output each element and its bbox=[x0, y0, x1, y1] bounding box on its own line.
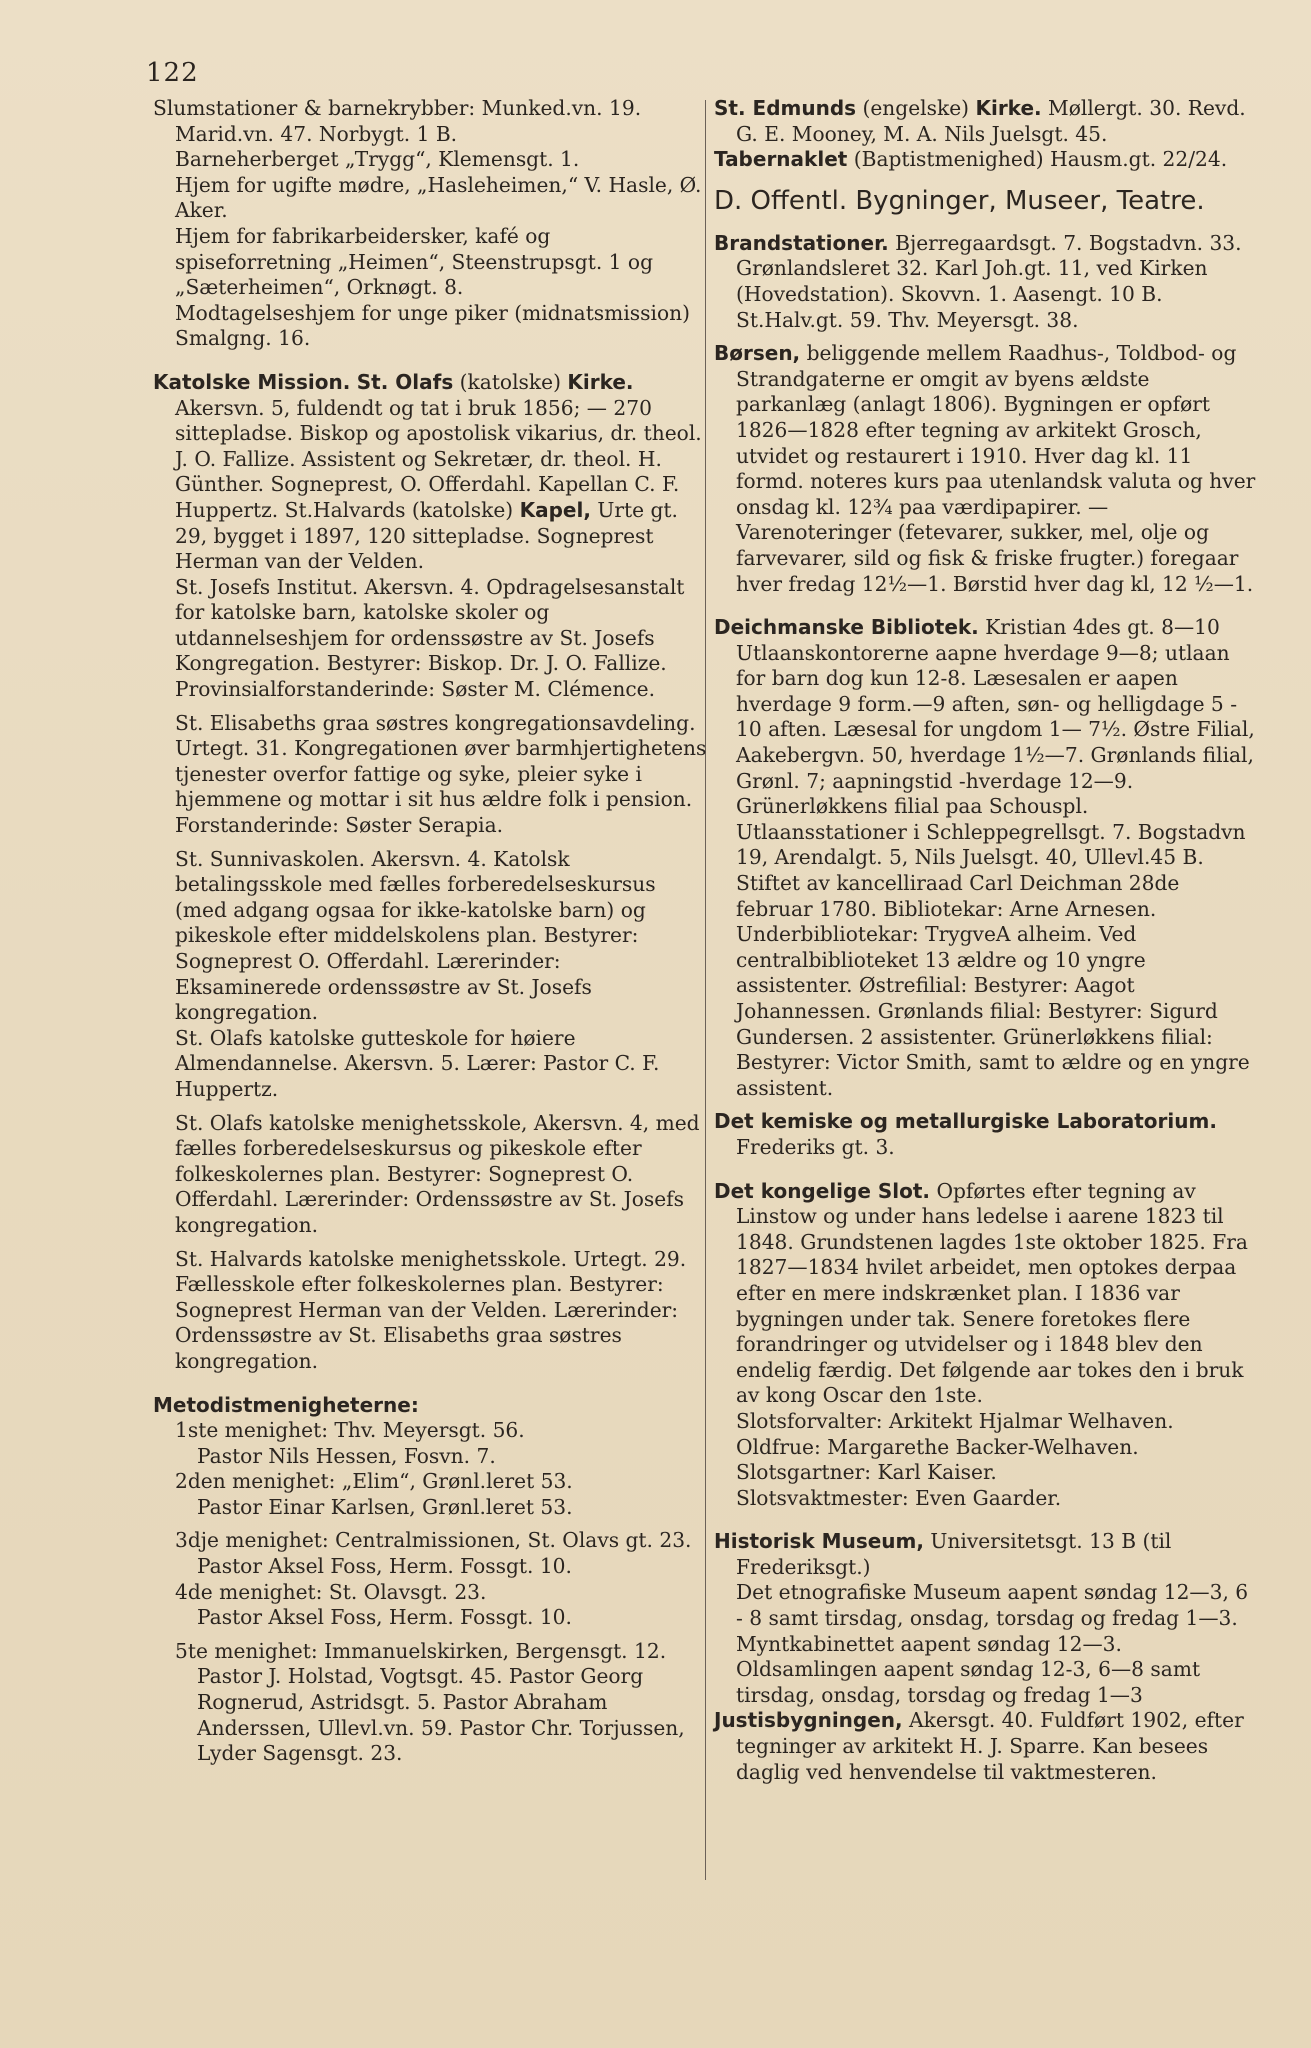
brand-entry bbox=[714, 231, 1260, 333]
katolske-mission-entry bbox=[153, 370, 713, 575]
sunnivaskolen: St. Sunnivaskolen. Akersvn. 4. Katolsk betalingsskole med fælles forberedelseskursus (med adgang ogsaa for ikke-katolske barn) og pikeskole efter middelskolens plan. Bestyrer: Sogneprest O. Offerdahl. Lærerinder: Eksaminerede ordenssøstre av St. Josefs kongregation. bbox=[175, 846, 656, 1025]
hasleheimen-entry: Hjem for ugifte mødre, „Hasleheimen,“ V. Hasle, Ø. Aker. bbox=[175, 172, 702, 223]
kemiske-entry bbox=[714, 1109, 1260, 1160]
katolske-mission-heading: Katolske Mission. bbox=[153, 369, 351, 394]
justis-heading: Justisbygningen, bbox=[714, 1708, 903, 1733]
menighet-5: 5te menighet: Immanuelskirken, Bergensgt. 12. bbox=[175, 1638, 667, 1663]
borsen-entry bbox=[714, 341, 1260, 597]
edmunds-kirke: Kirke. bbox=[975, 96, 1042, 120]
katolske-text: Akersvn. 5, fuldendt og tat i bruk 1856; — 270 sittepladse. Biskop og apostolisk vikarius, dr. theol. J. O. Fallize. Assistent og Sekretær, dr. theol. H. Günther. Sogneprest, O. Offerdahl. Kapellan C. F. Huppertz. St.Halvards (katolske) bbox=[175, 395, 702, 522]
menighet-1: 1ste menighet: Thv. Meyersgt. 56. bbox=[175, 1418, 525, 1443]
kemiske-heading: Det kemiske og metallurgiske Laboratorium. bbox=[714, 1109, 1217, 1134]
slotsvaktmester: Slotsvaktmester: Even Gaarder. bbox=[736, 1485, 1062, 1510]
metodist-heading-row bbox=[153, 1393, 713, 1419]
menighet-3: 3dje menighet: Centralmissionen, St. Olavs gt. 23. bbox=[175, 1528, 692, 1553]
deich-text: Kristian 4des gt. 8—10 Utlaanskontorerne aapne hverdage 9—8; utlaan for barn dog kun 12-8. Læsesalen er aapen hverdage 9 form.—9 aften, søn- og helligdage 5 - 10 aften. Læsesal for ungdom 1— 7½. Østre Filial, Aakebergvn. 50, hverdage 1½—7. Grønlands filial, Grønl. 7; aapningstid -hverdage 12—9. Grünerløkkens filial paa Schouspl. Utlaansstationer i Schleppegrellsgt. 7. Bogstadvn 19, Arendalgt. 5, Nils Juelsgt. 40, Ullevl.45 B. Stiftet av kancelliraad Carl Deichman 28de februar 1780. Bibliotekar: Arne Arnesen. Underbibliotekar: TrygveA alheim. Ved centralbiblioteket 13 ældre og 10 yngre assistenter. Østrefilial: Bestyrer: Aagot Johannessen. Grønlands filial: Bestyrer: Sigurd Gundersen. 2 assistenter. Grünerløkkens filial: Bestyrer: Victor Smith, samt to ældre og en yngre assistent. bbox=[736, 615, 1255, 1100]
josefs-institut: St. Josefs Institut. Akersvn. 4. Opdragelsesanstalt for katolske barn, katolske skoler og utdannelseshjem for ordenssøstre av St. Josefs Kongregation. Bestyrer: Biskop. Dr. J. O. Fallize. Provinsialforstanderinde: Søster M. Clémence. bbox=[175, 574, 685, 702]
deich-heading: Deichmanske Bibliotek. bbox=[714, 615, 979, 640]
tabernaklet-entry bbox=[714, 147, 1260, 173]
myntkabinettet: Myntkabinettet aapent søndag 12—3. bbox=[736, 1631, 1122, 1656]
kapel-heading: Kapel, bbox=[519, 497, 591, 522]
hist-entry bbox=[714, 1529, 1260, 1580]
halvards-menighetsskole: St. Halvards katolske menighetsskole. Urtegt. 29. Fællesskole efter folkeskolernes plan. Bestyrer: Sogneprest Herman van der Velden. Lærerinder: Ordenssøstre av St. Elisabeths graa søstres kongregation. bbox=[175, 1246, 687, 1373]
pastor-5: Pastor J. Holstad, Vogtsgt. 45. Pastor Georg Rognerud, Astridsgt. 5. Pastor Abraham Anderssen, Ullevl.vn. 59. Pastor Chr. Torjussen, Lyder Sagensgt. 23. bbox=[197, 1664, 685, 1766]
edmunds-entry bbox=[714, 96, 1260, 147]
menighet-4: 4de menighet: St. Olavsgt. 23. bbox=[175, 1579, 487, 1604]
borsen-heading: Børsen, bbox=[714, 341, 801, 366]
brand-heading: Brandstationer. bbox=[714, 230, 889, 255]
section-d-heading: D. Offentl. Bygninger, Museer, Teatre. bbox=[714, 185, 1205, 216]
brand-text: Bjerregaardsgt. 7. Bogstadvn. 33. Grønlandsleret 32. Karl Joh.gt. 11, ved Kirken (Hovedstation). Skovvn. 1. Aasengt. 10 B. St.Halv.gt. 59. Thv. Meyersgt. 38. bbox=[736, 230, 1242, 332]
kemiske-text: Frederiks gt. 3. bbox=[736, 1134, 895, 1159]
deich-entry bbox=[714, 615, 1260, 1101]
etnografiske: Det etnografiske Museum aapent søndag 12—3, 6 - 8 samt tirsdag, onsdag, torsdag og fredag 1—3. bbox=[736, 1580, 1249, 1631]
kapel-text: Urte gt. 29, bygget i 1897, 120 sittepladse. Sogneprest Herman van der Velden. bbox=[175, 497, 678, 574]
justis-text: Akersgt. 40. Fuldført 1902, efter tegninger av arkitekt H. J. Sparre. Kan besees daglig ved henvendelse til vaktmesteren. bbox=[736, 1708, 1244, 1784]
slot-heading: Det kongelige Slot. bbox=[714, 1178, 931, 1203]
edmunds-text: Møllergt. 30. Revd. G. E. Mooney, M. A. Nils Juelsgt. 45. bbox=[736, 96, 1246, 146]
pastor-2: Pastor Einar Karlsen, Grønl.leret 53. bbox=[197, 1494, 573, 1519]
katolske-paren: (katolske) bbox=[459, 369, 561, 394]
slot-text: Opførtes efter tegning av Linstow og under hans ledelse i aarene 1823 til 1848. Grundstenen lagdes 1ste oktober 1825. Fra 1827—1834 hvilet arbeidet, men optokes derpaa efter en mere indskrænket plan. I 1836 var bygningen under tak. Senere foretokes flere forandringer og utvidelser og i 1848 blev den endelig færdig. Det følgende aar tokes den i bruk av kong Oscar den 1ste. bbox=[736, 1178, 1248, 1408]
heimen-entry: Hjem for fabrikarbeidersker, kafé og spiseforretning „Heimen“, Steenstrupsgt. 1 og „Sæterheimen“, Orknøgt. 8. bbox=[175, 223, 653, 300]
olafs-menighetsskole: St. Olafs katolske menighetsskole, Akersvn. 4, med fælles forberedelseskursus og pikeskole efter folkeskolernes plan. Bestyrer: Sogneprest O. Offerdahl. Lærerinder: Ordenssøstre av St. Josefs kongregation. bbox=[175, 1110, 700, 1237]
kirke-heading: Kirke. bbox=[567, 369, 634, 394]
pastor-3: Pastor Aksel Foss, Herm. Fossgt. 10. bbox=[197, 1554, 572, 1579]
elisabeths-avdeling: St. Elisabeths graa søstres kongregationsavdeling. Urtegt. 31. Kongregationen øver barmhjertighetens tjenester overfor fattige og syke, pleier syke i hjemmene og mottar i sit hus ældre folk i pension. Forstanderinde: Søster Serapia. bbox=[175, 710, 707, 838]
modtagelseshjem-entry: Modtagelseshjem for unge piker (midnatsmission) Smalgng. 16. bbox=[175, 300, 690, 351]
olafs-gutteskole: St. Olafs katolske gutteskole for høiere Almendannelse. Akersvn. 5. Lærer: Pastor C. F. Huppertz. bbox=[175, 1025, 660, 1101]
justis-entry bbox=[714, 1708, 1260, 1785]
slum-entry: Slumstationer & barnekrybber: Munked.vn. 19. Marid.vn. 47. Norbygt. 1 B. bbox=[153, 96, 642, 146]
st-olafs-heading: St. Olafs bbox=[356, 369, 454, 394]
tabernaklet-text: (Baptistmenighed) Hausm.gt. 22/24. bbox=[853, 147, 1228, 172]
borsen-text: beliggende mellem Raadhus-, Toldbod- og Strandgaterne er omgit av byens ældste parkanlæg (anlagt 1806). Bygningen er opført 1826—1828 efter tegning av arkitekt Grosch, utvidet og restaurert i 1910. Hver dag kl. 11 formd. noteres kurs paa utenlandsk valuta og hver onsdag kl. 12¾ paa værdipapirer. — Varenoteringer (fetevarer, sukker, mel, olje og farvevarer, sild og fisk & friske frugter.) foregaar hver fredag 12½—1. Børstid hver dag kl, 12 ½—1. bbox=[736, 341, 1256, 596]
pastor-1: Pastor Nils Hessen, Fosvn. 7. bbox=[197, 1443, 496, 1468]
oldsamlingen: Oldsamlingen aapent søndag 12-3, 6—8 samt tirsdag, onsdag, torsdag og fredag 1—3 bbox=[736, 1657, 1201, 1707]
pastor-4: Pastor Aksel Foss, Herm. Fossgt. 10. bbox=[197, 1605, 572, 1630]
right-column bbox=[714, 96, 1260, 1785]
hist-text: Universitetsgt. 13 B (til Frederiksgt.) bbox=[736, 1529, 1172, 1579]
edmunds-heading: St. Edmunds bbox=[714, 96, 857, 120]
slotsgartner: Slotsgartner: Karl Kaiser. bbox=[736, 1460, 997, 1485]
slot-entry bbox=[714, 1179, 1260, 1409]
metodist-heading: Metodistmenigheterne: bbox=[153, 1392, 419, 1417]
oldfrue: Oldfrue: Margarethe Backer-Welhaven. bbox=[736, 1434, 1139, 1459]
menighet-2: 2den menighet: „Elim“, Grønl.leret 53. bbox=[175, 1469, 573, 1494]
edmunds-paren: (engelske) bbox=[862, 96, 970, 120]
hist-heading: Historisk Museum, bbox=[714, 1529, 924, 1554]
page-number: 122 bbox=[146, 58, 199, 88]
slotsforvalter: Slotsforvalter: Arkitekt Hjalmar Welhaven. bbox=[736, 1408, 1174, 1433]
tabernaklet-heading: Tabernaklet bbox=[714, 147, 848, 172]
barneherberget-entry: Barneherberget „Trygg“, Klemensgt. 1. bbox=[175, 147, 580, 172]
left-column bbox=[153, 96, 713, 1767]
